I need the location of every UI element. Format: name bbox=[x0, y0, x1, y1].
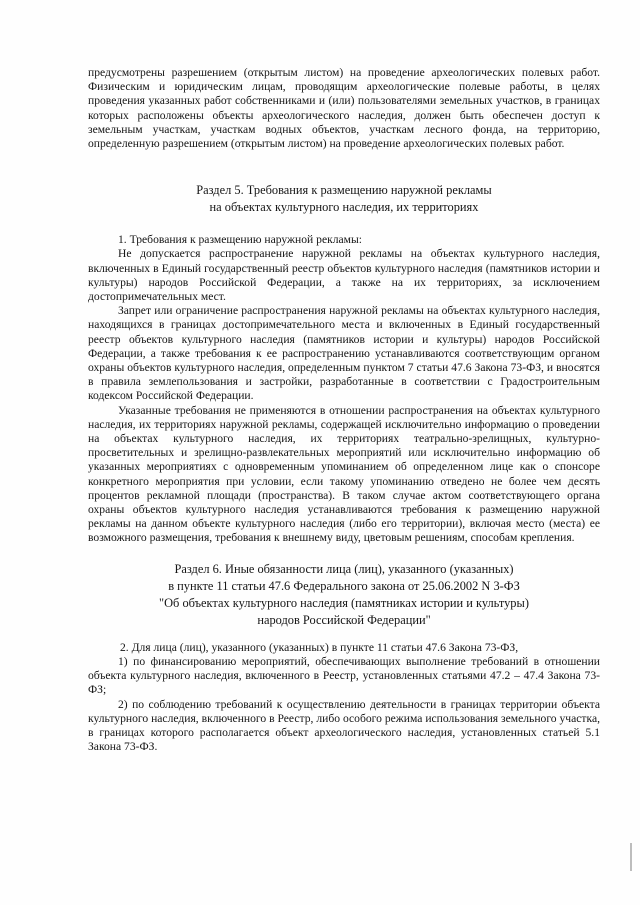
paragraph-archaeological-access: предусмотрены разрешением (открытым листом) на проведение археологических полевых работ. Физическим и юридическим лицам, проводящим археологические полевые работы, в целях проведения указанных работ собственниками и (или) пользователями земельных участков, в границах которых расположены объекты археологического наследия, должен быть обеспечен доступ к земельным участкам, участкам водных объектов, участкам лесного фонда, на территорию, определенную разрешением (открытым листом) на проведение археологических полевых работ. bbox=[88, 66, 600, 151]
paragraph-advertising-restriction: Запрет или ограничение распространения наружной рекламы на объектах культурного наследия, находящихся в границах достопримечательного места и включенных в Единый государственный реестр объектов культурного наследия (памятников истории и культуры) народов Российской Федерации, а также требования к ее распространению устанавливаются соответствующим органом охраны объектов культурного наследия, определенным пунктом 7 статьи 47.6 Закона 73-ФЗ, и вносятся в правила землепользования и застройки, разработанные в соответствии с Градостроительным кодексом Российской Федерации. bbox=[88, 304, 600, 403]
section-6-title-line-1: Раздел 6. Иные обязанности лица (лиц), указанного (указанных) bbox=[174, 561, 514, 576]
item-1-heading: 1. Требования к размещению наружной рекламы: bbox=[118, 233, 363, 247]
subitem-1-financing: 1) по финансированию мероприятий, обеспечивающих выполнение требований в отношении объекта культурного наследия, включенного в Реестр, установленных статьями 47.2 – 47.4 Закона 73-ФЗ; bbox=[88, 654, 600, 697]
document-body bbox=[88, 66, 600, 754]
section-6-title-line-2: в пункте 11 статьи 47.6 Федерального закона от 25.06.2002 N 3-ФЗ bbox=[168, 578, 520, 593]
item-2-heading: 2. Для лица (лиц), указанного (указанных) в пункте 11 статьи 47.6 Закона 73-ФЗ, bbox=[120, 640, 519, 654]
paragraph-advertising-ban: Не допускается распространение наружной рекламы на объектах культурного наследия, включенных в Единый государственный реестр объектов культурного наследия (памятников истории и культуры) народов Российской Федерации, а также на их территориях, за исключением достопримечательных мест. bbox=[88, 247, 600, 304]
section-6-title-line-3: "Об объектах культурного наследия (памятниках истории и культуры) bbox=[159, 595, 529, 610]
section-6-title-line-4: народов Российской Федерации" bbox=[257, 612, 431, 627]
section-5-title-line-2: на объектах культурного наследия, их территориях bbox=[209, 200, 479, 215]
section-5-title-line-1: Раздел 5. Требования к размещению наружной рекламы bbox=[196, 183, 492, 198]
subitem-2-compliance: 2) по соблюдению требований к осуществлению деятельности в границах территории объекта культурного наследия, включенного в Реестр, либо особого режима использования земельного участка, в границах которого располагается объект археологического наследия, установленных статьей 5.1 Закона 73-ФЗ. bbox=[88, 697, 600, 754]
section-5-heading bbox=[88, 182, 600, 216]
section-6-heading bbox=[88, 561, 600, 629]
paragraph-advertising-exceptions: Указанные требования не применяются в отношении распространения на объектах культурного наследия, их территориях наружной рекламы, содержащей исключительно информацию о проведении на объектах культурного наследия, их территориях театрально-зрелищных, культурно-просветительных и зрелищно-развлекательных мероприятий или исключительно информацию об указанных мероприятиях с одновременным упоминанием об определенном лице как о спонсоре конкретного мероприятия при условии, если такому упоминанию отведено не более чем десять процентов рекламной площади (пространства). В таком случае актом соответствующего органа охраны объектов культурного наследия устанавливаются требования к размещению наружной рекламы на данном объекте культурного наследия (либо его территории), включая место (места) ее возможного размещения, требования к внешнему виду, цветовым решениям, способам крепления. bbox=[88, 403, 600, 545]
scan-edge-mark bbox=[630, 843, 632, 871]
